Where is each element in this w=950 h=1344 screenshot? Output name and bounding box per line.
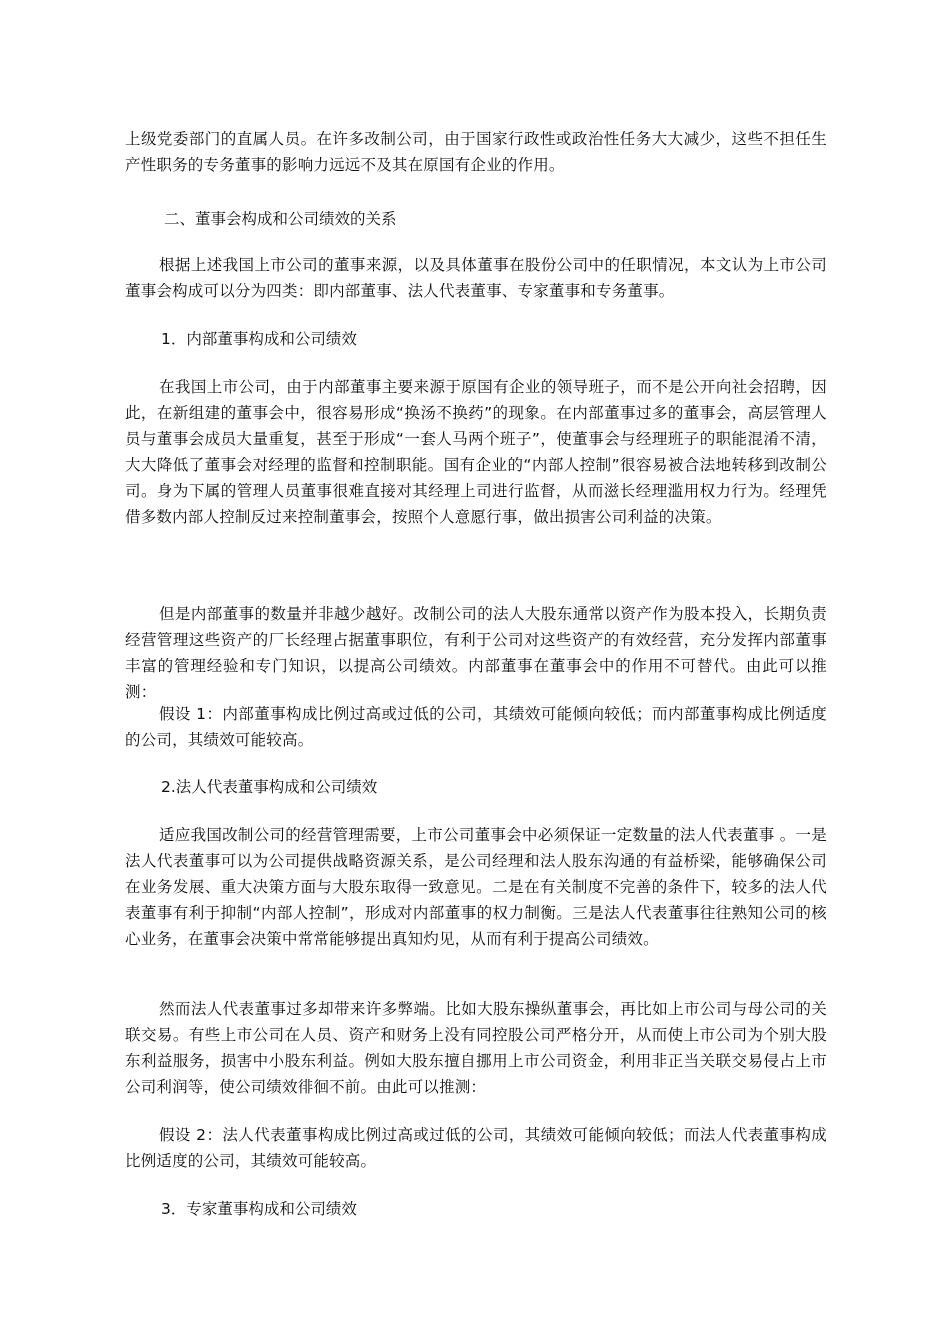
paragraph-board-classification: 根据上述我国上市公司的董事来源，以及具体董事在股份公司中的任职情况，本文认为上市公司董事会构成可以分为四类：即内部董事、法人代表董事、专家董事和专务董事。 (125, 256, 827, 300)
subsection-heading-3: 3．专家董事构成和公司绩效 (161, 1200, 357, 1218)
hypothesis-2: 假设 2：法人代表董事构成比例过高或过低的公司，其绩效可能倾向较低；而法人代表董事构成比例适度的公司，其绩效可能较高。 (125, 1126, 827, 1170)
section-heading-2: 二、董事会构成和公司绩效的关系 (164, 210, 397, 228)
subsection-heading-1: 1．内部董事构成和公司绩效 (161, 330, 357, 348)
paragraph-inside-directors-problems: 在我国上市公司，由于内部董事主要来源于原国有企业的领导班子，而不是公开向社会招聘，因此，在新组建的董事会中，很容易形成“换汤不换药”的现象。在内部董事过多的董事会，高层管理人员与董事会成员大量重复，甚至于形成“一套人马两个班子”，使董事会与经理班子的职能混淆不清，大大降低了董事会对经理的监督和控制职能。国有企业的“内部人控制”很容易被合法地转移到改制公司。身为下属的管理人员董事很难直接对其经理上司进行监督，从而滋长经理滥用权力行为。经理凭借多数内部人控制反过来控制董事会，按照个人意愿行事，做出损害公司利益的决策。 (125, 378, 827, 526)
subsection-heading-2: 2.法人代表董事构成和公司绩效 (161, 778, 378, 796)
paragraph-continuation: 上级党委部门的直属人员。在许多改制公司，由于国家行政性或政治性任务大大减少，这些不担任生产性职务的专务董事的影响力远远不及其在原国有企业的作用。 (125, 130, 827, 174)
paragraph-legal-rep-directors-drawbacks: 然而法人代表董事过多却带来许多弊端。比如大股东操纵董事会，再比如上市公司与母公司的关联交易。有些上市公司在人员、资产和财务上没有同控股公司严格分开，从而使上市公司为个别大股东利益服务，损害中小股东利益。例如大股东擅自挪用上市公司资金，利用非正当关联交易侵占上市公司利润等，使公司绩效徘徊不前。由此可以推测： (125, 1000, 827, 1096)
paragraph-legal-rep-directors-benefits: 适应我国改制公司的经营管理需要，上市公司董事会中必须保证一定数量的法人代表董事 。一是法人代表董事可以为公司提供战略资源关系，是公司经理和法人股东沟通的有益桥梁，能够确保公司在业务发展、重大决策方面与大股东取得一致意见。二是在有关制度不完善的条件下，较多的法人代表董事有利于抑制“内部人控制”，形成对内部董事的权力制衡。三是法人代表董事往往熟知公司的核心业务，在董事会决策中常常能够提出真知灼见，从而有利于提高公司绩效。 (125, 826, 827, 948)
hypothesis-1: 假设 1：内部董事构成比例过高或过低的公司，其绩效可能倾向较低；而内部董事构成比例适度的公司，其绩效可能较高。 (125, 705, 827, 749)
paragraph-inside-directors-benefits: 但是内部董事的数量并非越少越好。改制公司的法人大股东通常以资产作为股本投入，长期负责经营管理这些资产的厂长经理占据董事职位，有利于公司对这些资产的有效经营，充分发挥内部董事丰富的管理经验和专门知识，以提高公司绩效。内部董事在董事会中的作用不可替代。由此可以推测： (125, 605, 827, 701)
